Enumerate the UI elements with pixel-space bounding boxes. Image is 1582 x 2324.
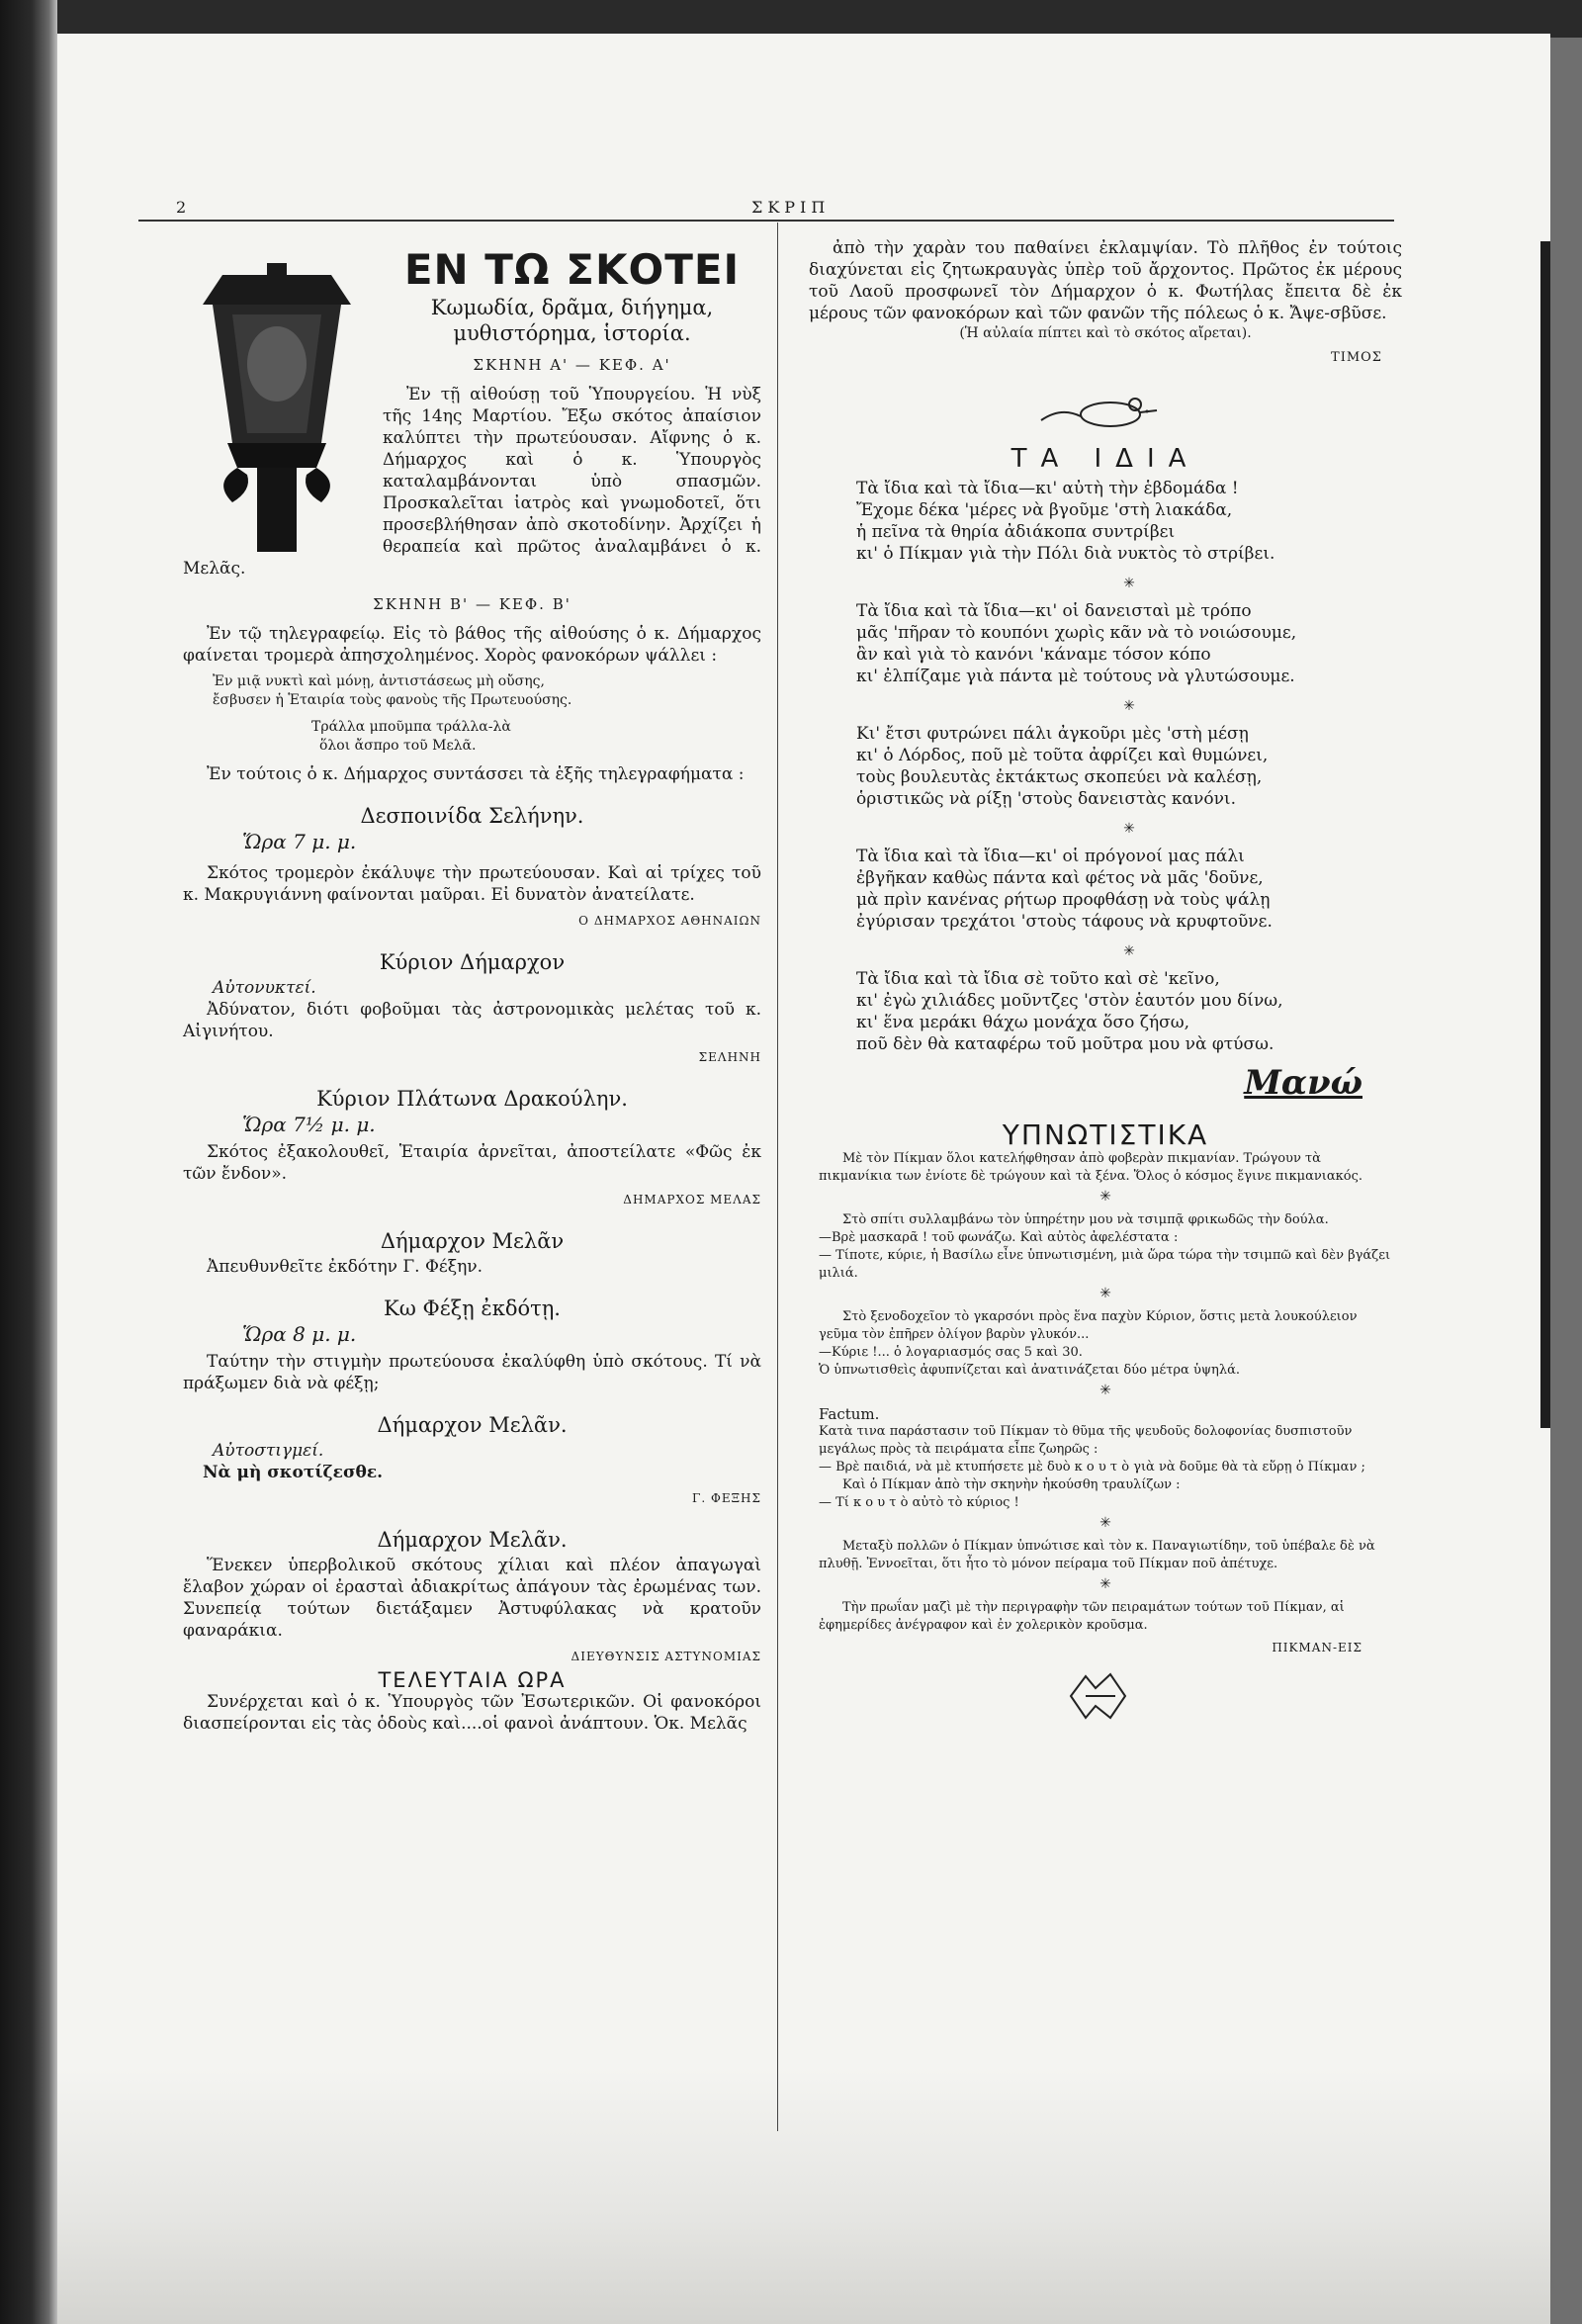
scene-heading-2: ΣΚΗΝΗ Β' — ΚΕΦ. Β' — [373, 595, 571, 613]
star-separator: ✳ — [1123, 821, 1135, 837]
poem-line: Τὰ ἴδια καὶ τὰ ἴδια σὲ τοῦτο καὶ σὲ 'κεῖνο, — [856, 969, 1220, 989]
hypnotism-factum-heading: Factum. — [819, 1405, 880, 1423]
hypnotism-item-2a: Στὸ σπίτι συλλαμβάνω τὸν ὑπηρέτην μου νὰ τσιμπᾷ φρικωδῶς τὴν δούλα. — [842, 1212, 1329, 1227]
star-separator: ✳ — [1123, 943, 1135, 959]
last-hour-heading: ΤΕΛΕΥΤΑΙΑ ΩΡΑ — [378, 1668, 567, 1692]
curtain-note: (Ἡ αὐλαία πίπτει καὶ τὸ σκότος αἴρεται). — [959, 325, 1252, 341]
telegram-6-urgency: Αὐτοστιγμεί. — [213, 1441, 324, 1461]
telegram-2-address: Κύριον Δήμαρχον — [379, 950, 566, 974]
telegram-5-hour: Ὥρα 8 μ. μ. — [242, 1322, 357, 1346]
continuation-text: ἀπὸ τὴν χαρὰν του παθαίνει ἐκλαμψίαν. Τὸ πλῆθος ἐν τούτοις διαχύνεται εἰς ζητωκραυγὰς ὑπὲρ τοῦ ἄρχοντος. Πρῶτος ἐκ μέρους τοῦ Λαοῦ προσφωνεῖ τὸν Δήμαρχον ὁ κ. Φωτήλας ἔπειτα δὲ ἐκ μέρους τῶν φανοκόρων καὶ τῶν φανῶν τῆς πόλεως ὁ κ. Ἄψε-σβῦσε. — [809, 238, 1402, 323]
poem-line: ἡ πεῖνα τὰ θηρία ἀδιάκοπα συντρίβει — [856, 522, 1176, 542]
hypnotism-item-3a: Στὸ ξενοδοχεῖον τὸ γκαρσόνι πρὸς ἕνα παχὺν Κύριον, ὅστις μετὰ λουκούλειον γεῦμα τὸν ἐπῆρεν ὀλίγον βαρὺν γλυκόν... — [819, 1309, 1358, 1342]
star-separator: ✳ — [1123, 576, 1135, 591]
poem-stanza — [856, 478, 1402, 565]
poem-line: κι' ἐγὼ χιλιάδες μοῦντζες 'στὸν ἑαυτόν μου δίνω, — [856, 991, 1283, 1011]
poem-title: ΤΑ ΙΔΙΑ — [1011, 444, 1200, 474]
telegram-4-text: Ἀπευθυνθεῖτε ἐκδότην Γ. Φέξην. — [207, 1257, 483, 1277]
hypnotism-title: ΥΠΝΩΤΙΣΤΙΚΑ — [1002, 1118, 1209, 1151]
poem-stanza — [856, 723, 1402, 810]
article-title: ΕΝ ΤΩ ΣΚΟΤΕΙ — [403, 245, 741, 294]
hypnotism-item-4b: — Βρὲ παιδιά, νὰ μὲ κτυπήσετε μὲ δυὸ κ ο υ τ ὸ γιὰ νὰ δοῦμε θὰ τὰ εὕρῃ ὁ Πίκμαν ; — [819, 1460, 1365, 1475]
mouse-illustration — [809, 387, 1402, 438]
hypnotism-item-6: Τὴν πρωΐαν μαζὶ μὲ τὴν περιγραφὴν τῶν πειραμάτων τούτων τοῦ Πίκμαν, αἱ ἐφημερίδες ἀνέγραφον καὶ ἐν χολερικὸν κροῦσμα. — [819, 1600, 1345, 1633]
scan-border-top — [0, 0, 1582, 38]
star-separator: ✳ — [1099, 1576, 1111, 1592]
poem-line: Τὰ ἴδια καὶ τὰ ἴδια—κι' οἱ δανεισταὶ μὲ τρόπο — [856, 601, 1252, 621]
telegram-1-text: Σκότος τρομερὸν ἐκάλυψε τὴν πρωτεύουσαν. Καὶ αἱ τρίχες τοῦ κ. Μακρυγιάννη φαίνονται μαῦραι. Εἰ δυνατὸν ἀνατείλατε. — [183, 863, 761, 905]
poem-stanza — [856, 600, 1402, 687]
poem-line: κι' ὁ Πίκμαν γιὰ τὴν Πόλι διὰ νυκτὸς τὸ στρίβει. — [856, 544, 1275, 564]
telegram-3-hour: Ὥρα 7½ μ. μ. — [242, 1113, 376, 1136]
poem-stanza — [856, 846, 1402, 933]
hypnotism-item-1: Μὲ τὸν Πίκμαν ὅλοι κατελήφθησαν ἀπὸ φοβερὰν πικμανίαν. Τρώγουν τὰ πικμανίκια των ἐνίοτε δὲ τρώγουν καὶ τὰ ξένα. Ὅλος ὁ κόσμος ἔγινε πικμανιακός. — [819, 1151, 1363, 1184]
poem — [809, 478, 1402, 1055]
telegram-2-urgency: Αὐτονυκτεί. — [213, 978, 316, 998]
hypnotism-signature: ΠΙΚΜΑΝ-ΕΙΣ — [1272, 1641, 1362, 1654]
poem-stanza — [856, 968, 1402, 1055]
telegram-6-text: Νὰ μὴ σκοτίζεσθε. — [203, 1463, 384, 1482]
poem-line: ἐβγῆκαν καθὼς πάντα καὶ φέτος νὰ μᾶς 'δοῦνε, — [856, 868, 1264, 888]
poem-signature: Μανώ — [1244, 1063, 1362, 1103]
telegram-4-address: Δήμαρχον Μελᾶν — [380, 1229, 565, 1253]
poem-line: Τὰ ἴδια καὶ τὰ ἴδια—κι' αὐτὴ τὴν ἑβδομάδα ! — [856, 479, 1239, 498]
right-column — [809, 237, 1402, 1732]
star-separator: ✳ — [1123, 698, 1135, 714]
telegram-3-signature: ΔΗΜΑΡΧΟΣ ΜΕΛΑΣ — [623, 1193, 761, 1207]
chorus-song — [183, 672, 761, 756]
song-line: ὅλοι ἄσπρο τοῦ Μελᾶ. — [319, 738, 477, 754]
hypnotism-item-4c: Καὶ ὁ Πίκμαν ἀπὸ τὴν σκηνὴν ἠκούσθη τραυλίζων : — [842, 1477, 1181, 1492]
header-rule — [138, 220, 1394, 222]
hypnotism-item-3b: —Κύριε !... ὁ λογαριασμός σας 5 καὶ 30. — [819, 1345, 1083, 1360]
hypnotism-item-5: Μεταξὺ πολλῶν ὁ Πίκμαν ὑπνώτισε καὶ τὸν κ. Παναγιωτίδην, τοῦ ὑπέβαλε δὲ νὰ πλυθῇ. Ἐννοεῖται, ὅτι ἦτο τὸ μόνον πείραμα τοῦ Πίκμαν ποῦ ἀπέτυχε. — [819, 1539, 1375, 1571]
hypnotism-section — [809, 1150, 1402, 1656]
hand-drawing-illustration — [1066, 1666, 1402, 1732]
poem-line: τοὺς βουλευτὰς ἐκτάκτως σκοπεύει νὰ καλέσῃ, — [856, 767, 1263, 787]
telegram-1-signature: Ο ΔΗΜΑΡΧΟΣ ΑΘΗΝΑΙΩΝ — [578, 914, 761, 928]
song-line: Ἐν μιᾷ νυκτὶ καὶ μόνῃ, ἀντιστάσεως μὴ οὔσης, — [213, 673, 545, 689]
telegram-7-address: Δήμαρχον Μελᾶν. — [377, 1528, 568, 1552]
poem-line: μὰ πρὶν κανένας ρήτωρ προφθάσῃ νὰ τοὺς ψάλῃ — [856, 890, 1271, 910]
telegram-7-signature: ΔΙΕΥΘΥΝΣΙΣ ΑΣΤΥΝΟΜΙΑΣ — [571, 1650, 761, 1663]
star-separator: ✳ — [1099, 1189, 1111, 1205]
poem-line: ἂν καὶ γιὰ τὸ κανόνι 'κάναμε τόσον κόπο — [856, 645, 1211, 665]
hand-sketch-icon — [1066, 1666, 1135, 1726]
column-rule — [777, 223, 778, 2131]
poem-line: κι' ἕνα μεράκι θάχω μονάχα ὅσο ζήσω, — [856, 1013, 1190, 1032]
telegram-1-address: Δεσποινίδα Σελήνην. — [360, 804, 584, 828]
hypnotism-item-2c: — Τίποτε, κύριε, ἡ Βασίλω εἶνε ὑπνωτισμένη, μιὰ ὥρα τώρα τὴν τσιμπῶ καὶ δὲν βγάζει μιλιά. — [819, 1248, 1391, 1281]
poem-line: ποῦ δὲν θὰ καταφέρω τοῦ μοῦτρα μου νὰ φτύσω. — [856, 1034, 1274, 1054]
telegram-5-address: Κω Φέξῃ ἐκδότῃ. — [384, 1296, 561, 1320]
article-subtitle-2: μυθιστόρημα, ἱστορία. — [453, 321, 691, 345]
street-lamp-illustration — [183, 245, 371, 552]
star-separator: ✳ — [1099, 1383, 1111, 1398]
poem-line: ὁριστικῶς νὰ ρίξῃ 'στοὺς δανειστὰς κανόνι. — [856, 789, 1237, 809]
article-subtitle-1: Κωμωδία, δρᾶμα, διήγημα, — [430, 296, 714, 319]
page-number: 2 — [176, 198, 187, 217]
hypnotism-item-2b: —Βρὲ μασκαρᾶ ! τοῦ φωνάζω. Καὶ αὐτὸς ἀφελέστατα : — [819, 1230, 1179, 1245]
hypnotism-item-4a: Κατὰ τινα παράστασιν τοῦ Πίκμαν τὸ θῦμα τῆς ψευδοῦς δολοφονίας δυσπιστοῦν μεγάλως πρὸς τὰ πειράματα εἶπε ζωηρῶς : — [819, 1424, 1353, 1457]
poem-line: κι' ὁ Λόρδος, ποῦ μὲ τοῦτα ἀφρίζει καὶ θυμώνει, — [856, 746, 1269, 765]
scene-1-text: Ἐν τῇ αἰθούσῃ τοῦ Ὑπουργείου. Ἡ νὺξ τῆς 14ης Μαρτίου. Ἔξω σκότος ἀπαίσιον καλύπτει τὴν πρωτεύουσαν. Αἴφνης ὁ κ. Δήμαρχος καὶ ὁ κ. Ὑπουργὸς καταλαμβάνονται ὑπὸ σπασμῶν. Προσκαλεῖται ἰατρὸς καὶ γνωμοδοτεῖ, ὅτι προσεβλήθησαν ἀπὸ σκοτοδίνην. Ἀρχίζει ἡ θεραπεία καὶ πρῶτος ἀναλαμβάνει ὁ κ. Μελᾶς. — [183, 385, 761, 579]
telegram-3-text: Σκότος ἐξακολουθεῖ, Ἑταιρία ἀρνεῖται, ἀποστείλατε «Φῶς ἐκ τῶν ἔνδον». — [183, 1142, 761, 1184]
mouse-icon — [1036, 387, 1175, 432]
telegram-2-signature: ΣΕΛΗΝΗ — [698, 1050, 761, 1064]
telegram-1-hour: Ὥρα 7 μ. μ. — [242, 830, 357, 853]
scene-2-text: Ἐν τῷ τηλεγραφείῳ. Εἰς τὸ βάθος τῆς αἰθούσης ὁ κ. Δήμαρχος φαίνεται τρομερὰ ἀπησχολημένος. Χορὸς φανοκόρων ψάλλει : — [183, 624, 761, 666]
scan-binding-shadow — [0, 0, 57, 2324]
poem-line: Ἔχομε δέκα 'μέρες νὰ βγοῦμε 'στὴ λιακάδα, — [856, 500, 1233, 520]
star-separator: ✳ — [1099, 1515, 1111, 1531]
telegrams-intro: Ἐν τούτοις ὁ κ. Δήμαρχος συντάσσει τὰ ἑξῆς τηλεγραφήματα : — [207, 764, 745, 784]
poem-line: κι' ἐλπίζαμε γιὰ πάντα μὲ τούτους νὰ γλυτώσουμε. — [856, 667, 1295, 686]
hypnotism-item-4d: — Τί κ ο υ τ ὸ αὐτὸ τὸ κύριος ! — [819, 1495, 1019, 1510]
poem-line: μᾶς 'πῆραν τὸ κουπόνι χωρὶς κᾶν νὰ τὸ νοιώσουμε, — [856, 623, 1297, 643]
telegram-6-address: Δήμαρχον Μελᾶν. — [377, 1413, 568, 1437]
telegram-5-text: Ταύτην τὴν στιγμὴν πρωτεύουσα ἐκαλύφθη ὑπὸ σκότους. Τί νὰ πράξωμεν διὰ νὰ φέξῃ; — [183, 1352, 761, 1393]
telegram-2-text: Ἀδύνατον, διότι φοβοῦμαι τὰς ἀστρονομικὰς μελέτας τοῦ κ. Αἰγινήτου. — [183, 1000, 761, 1041]
last-hour-text: Συνέρχεται καὶ ὁ κ. Ὑπουργὸς τῶν Ἐσωτερικῶν. Οἱ φανοκόροι διασπείρονται εἰς τὰς ὁδοὺς καὶ....οἱ φανοὶ ἀνάπτουν. Ὁκ. Μελᾶς — [183, 1692, 761, 1734]
hypnotism-item-3c: Ὁ ὑπνωτισθεὶς ἀφυπνίζεται καὶ ἀνατινάζεται δύο μέτρα ὑψηλά. — [819, 1363, 1240, 1378]
poem-line: Κι' ἔτσι φυτρώνει πάλι ἀγκοῦρι μὲς 'στὴ μέσῃ — [856, 724, 1249, 744]
telegram-3-address: Κύριον Πλάτωνα Δρακούλην. — [316, 1087, 628, 1111]
song-line: Τράλλα μποῦμπα τράλλα-λὰ — [311, 719, 511, 735]
author-signature-timos: ΤΙΜΟΣ — [1331, 350, 1382, 365]
poem-line: Τὰ ἴδια καὶ τὰ ἴδια—κι' οἱ πρόγονοί μας πάλι — [856, 847, 1245, 866]
telegram-7-text: Ἕνεκεν ὑπερβολικοῦ σκότους χίλιαι καὶ πλέον ἀπαγωγαὶ ἔλαβον χώραν οἱ ἐρασταὶ ἀδιακρίτως ἀπάγουν τὰς ἐρωμένας των. Συνεπείᾳ τούτων διετάξαμεν Ἀστυφύλακας νὰ κρατοῦν φαναράκια. — [183, 1556, 761, 1641]
running-title: ΣΚΡΙΠ — [751, 198, 831, 217]
left-column — [183, 237, 761, 1735]
scene-heading-1: ΣΚΗΝΗ Α' — ΚΕΦ. Α' — [473, 356, 671, 374]
telegram-6-signature: Γ. ΦΕΞΗΣ — [692, 1491, 761, 1505]
street-lamp-icon — [183, 245, 371, 552]
song-line: ἔσβυσεν ἡ Ἑταιρία τοὺς φανοὺς τῆς Πρωτευούσης. — [213, 692, 572, 708]
poem-line: ἐγύρισαν τρεχάτοι 'στοὺς τάφους νὰ κρυφτοῦνε. — [856, 912, 1273, 932]
scan-edge-right — [1540, 241, 1550, 1428]
star-separator: ✳ — [1099, 1286, 1111, 1301]
